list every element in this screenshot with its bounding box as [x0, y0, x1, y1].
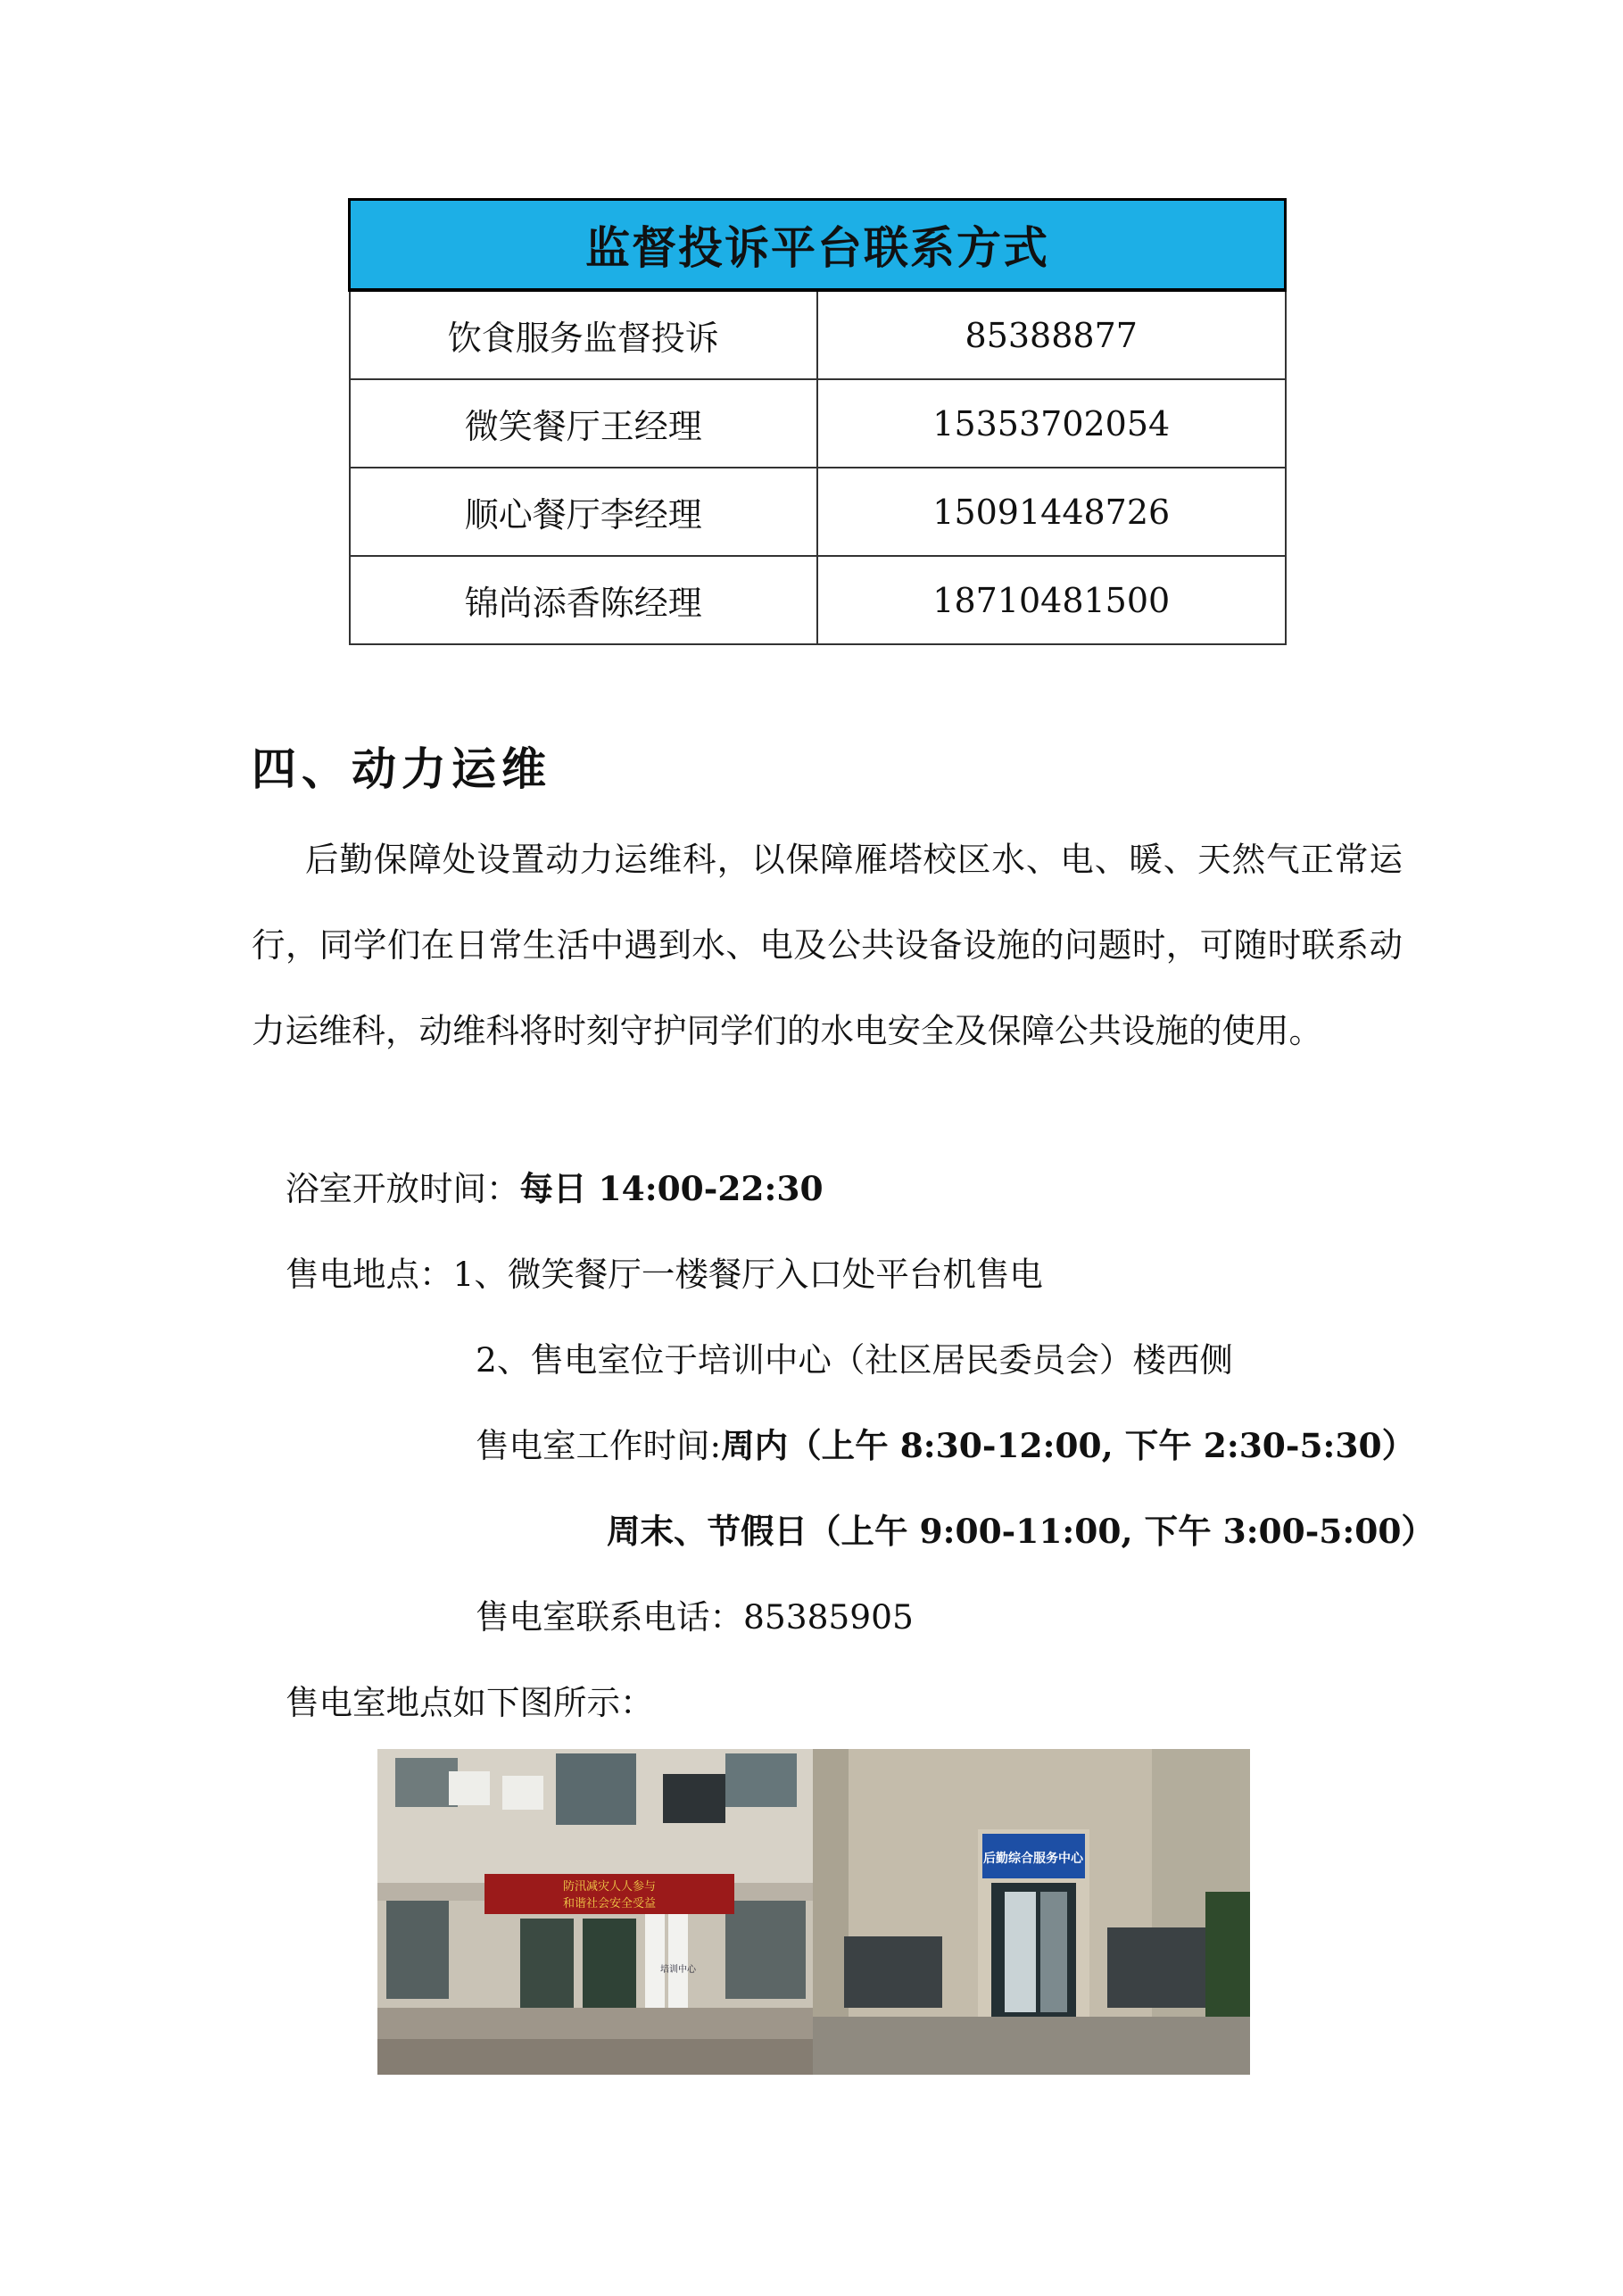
sale-hours-label: 售电室工作时间: [476, 1426, 722, 1465]
bath-hours-value: 每日 14:00-22:30 [519, 1169, 824, 1208]
building-sign: 后勤综合服务中心 [983, 1852, 1083, 1866]
training-center-photo [377, 1749, 813, 2075]
photo-caption: 售电室地点如下图所示： [286, 1683, 654, 1722]
contact-name: 饮食服务监督投诉 [350, 290, 818, 379]
location-photos [377, 1749, 1252, 2075]
contact-name: 微笑餐厅王经理 [350, 379, 818, 468]
table-row [350, 379, 1286, 468]
sale-location-item-1: 1、微笑餐厅一楼餐厅入口处平台机售电 [452, 1255, 1043, 1294]
sale-phone-value: 85385905 [743, 1597, 914, 1637]
section-heading: 四、动力运维 [252, 743, 551, 795]
sale-phone-line [476, 1590, 914, 1638]
contact-phone: 15091448726 [817, 468, 1286, 556]
contact-phone: 18710481500 [817, 556, 1286, 644]
banner-line-2: 和谐社会安全受益 [562, 1897, 657, 1911]
complaint-contact-table [348, 198, 1287, 645]
table-row [350, 468, 1286, 556]
table-title: 监督投诉平台联系方式 [350, 200, 1286, 291]
table-row [350, 556, 1286, 644]
sale-hours-line [476, 1419, 1415, 1467]
sale-location-item-2: 2、售电室位于培训中心（社区居民委员会）楼西侧 [476, 1340, 1233, 1380]
contact-phone: 85388877 [817, 290, 1286, 379]
sale-location-label: 售电地点： [286, 1255, 453, 1294]
plaque-text: 培训中心 [660, 1965, 696, 1975]
contact-phone: 15353702054 [817, 379, 1286, 468]
bath-hours-line [286, 1162, 824, 1210]
table-row [350, 290, 1286, 379]
logistics-center-photo [813, 1749, 1250, 2075]
sale-hours-weekday: 周内（上午 8:30-12:00, 下午 2:30-5:30） [721, 1426, 1416, 1465]
sale-phone-label: 售电室联系电话： [476, 1597, 743, 1637]
bath-hours-label: 浴室开放时间： [286, 1169, 520, 1208]
contact-name: 锦尚添香陈经理 [350, 556, 818, 644]
banner-line-1: 防汛减灾人人参与 [562, 1880, 657, 1894]
sale-location-line [286, 1247, 1043, 1296]
sale-hours-weekend: 周末、节假日（上午 9:00-11:00, 下午 3:00-5:00） [607, 1512, 1435, 1551]
section-paragraph: 后勤保障处设置动力运维科，以保障雁塔校区水、电、暖、天然气正常运行，同学们在日常生活中遇到水、电及公共设备设施的问题时，可随时联系动力运维科，动维科将时刻守护同学们的水电安全及保障公共设施的使用。 [252, 840, 1403, 1050]
contact-name: 顺心餐厅李经理 [350, 468, 818, 556]
